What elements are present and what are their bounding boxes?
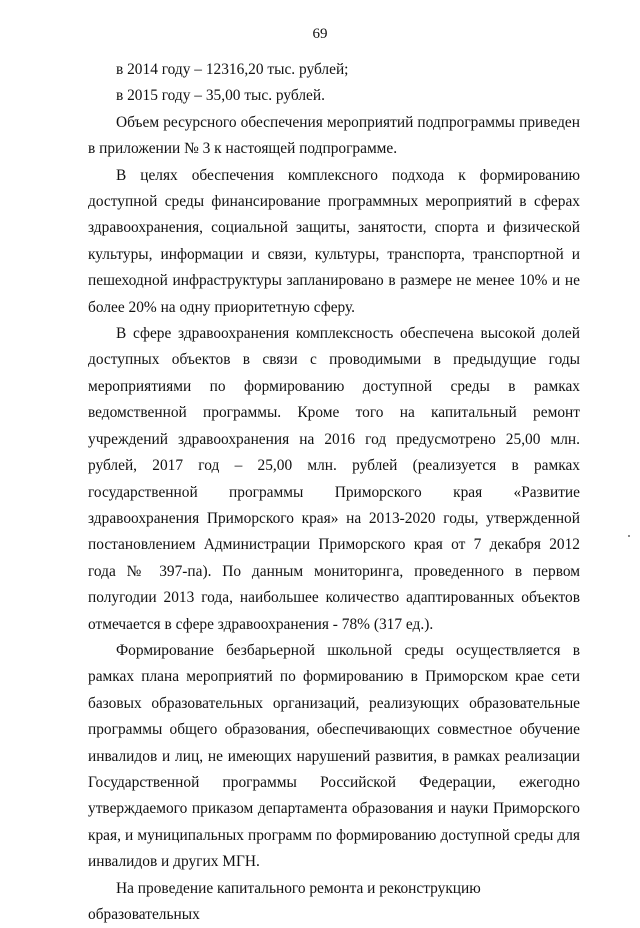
paragraph-healthcare: В сфере здравоохранения комплексность обеспечена высокой долей доступных объектов в связи с проводимыми в предыдущие годы мероприятиями по формированию доступной среды в рамках ведомственной программы. Кроме того на капитальный ремонт учреждений здравоохранения на 2016 год предусмотрено 25,00 млн. рублей, 2017 год – 25,00 млн. рублей (реализуется в рамках государственной программы Приморского края «Развитие здравоохранения Приморского края» на 2013-2020 годы, утвержденной постановлением Администрации Приморского края от 7 декабря 2012 года № 397-па). По данным мониторинга, проведенного в первом полугодии 2013 года, наибольшее количество адаптированных объектов отмечается в сфере здравоохранения - 78% (317 ед.). <box>88 325 580 633</box>
budget-line-2015: в 2015 году – 35,00 тыс. рублей. <box>116 87 325 105</box>
paragraph-financing: В целях обеспечения комплексного подхода к формированию доступной среды финансирование программных мероприятий в сферах здравоохранения, социальной защиты, занятости, спорта и физической культуры, информации и связи, культуры, транспорта, транспортной и пешеходной инфраструктуры запланировано в размере не менее 10% и не более 20% на одну приоритетную сферу. <box>88 166 580 316</box>
scan-speck <box>628 535 630 537</box>
paragraph-resource-support: Объем ресурсного обеспечения мероприятий подпрограммы приведен в приложении № 3 к настоящей подпрограмме. <box>88 113 580 158</box>
document-body <box>88 57 580 928</box>
page-number: 69 <box>312 26 328 42</box>
budget-line-2014: в 2014 году – 12316,20 тыс. рублей; <box>116 61 349 78</box>
paragraph-school-environment: Формирование безбарьерной школьной среды осуществляется в рамках плана мероприятий по формированию в Приморском крае сети базовых образовательных организаций, реализующих образовательные программы общего образования, обеспечивающих совместное обучение инвалидов и лиц, не имеющих нарушений развития, в рамках реализации Государственной программы Российской Федерации, ежегодно утверждаемого приказом департамента образования и науки Приморского края, и муниципальных программ по формированию доступной среды для инвалидов и других МГН. <box>88 641 580 871</box>
paragraph-capital-repair: На проведение капитального ремонта и реконструкцию образовательных <box>88 879 481 923</box>
